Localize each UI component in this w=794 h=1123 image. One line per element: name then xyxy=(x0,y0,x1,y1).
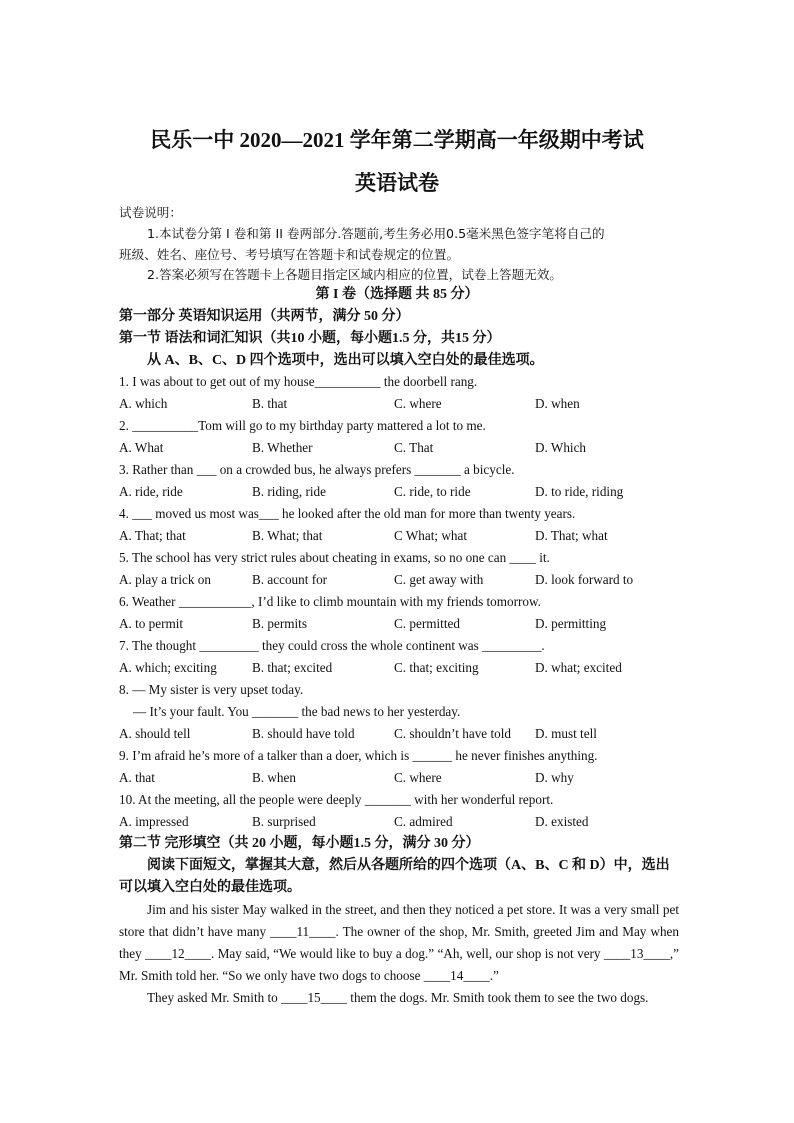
option-b: B. that; excited xyxy=(252,660,333,675)
volume-1-heading: 第 I 卷（选择题 共 85 分） xyxy=(315,287,479,302)
instruction-2: 2.答案必须写在答题卡上各题目指定区域内相应的位置，试卷上答题无效。 xyxy=(147,267,563,282)
instruction-1-line-2: 班级、姓名、座位号、考号填写在答题卡和试卷规定的位置。 xyxy=(119,247,460,262)
question-3-options xyxy=(119,484,679,502)
option-a: A. ride, ride xyxy=(119,484,183,499)
passage-paragraph-2: They asked Mr. Smith to ____15____ them the dogs. Mr. Smith took them to see the two dogs. xyxy=(147,990,649,1005)
option-b: B. riding, ride xyxy=(252,484,326,499)
section-2-directions-line-1: 阅读下面短文，掌握其大意，然后从各题所给的四个选项（A、B、C 和 D）中，选出 xyxy=(147,858,670,873)
option-a: A. should tell xyxy=(119,726,191,741)
section-1-directions: 从 A、B、C、D 四个选项中，选出可以填入空白处的最佳选项。 xyxy=(147,353,544,368)
option-c: C. that; exciting xyxy=(394,660,479,675)
option-c: C. shouldn’t have told xyxy=(394,726,511,741)
question-1-stem: 1. I was about to get out of my house__________ the doorbell rang. xyxy=(119,374,478,389)
option-a: A. What xyxy=(119,440,164,455)
question-6-stem: 6. Weather ___________, I’d like to climb mountain with my friends tomorrow. xyxy=(119,594,541,609)
option-b: B. that xyxy=(252,396,288,411)
option-d: D. why xyxy=(535,770,574,785)
option-a: A. impressed xyxy=(119,814,189,829)
option-d: D. existed xyxy=(535,814,589,829)
option-a: A. That; that xyxy=(119,528,186,543)
exam-title: 民乐一中 2020—2021 学年第二学期高一年级期中考试 xyxy=(150,128,644,152)
question-2-options xyxy=(119,440,679,458)
option-d: D. permitting xyxy=(535,616,607,631)
option-b: B. surprised xyxy=(252,814,316,829)
option-d: D. to ride, riding xyxy=(535,484,624,499)
question-10-stem: 10. At the meeting, all the people were deeply _______ with her wonderful report. xyxy=(119,792,554,807)
question-1-options xyxy=(119,396,679,414)
option-a: A. which xyxy=(119,396,168,411)
instruction-1-line-1: 1.本试卷分第 I 卷和第 II 卷两部分.答题前,考生务必用0.5毫米黑色签字笔将自己的 xyxy=(147,226,605,241)
exam-subtitle: 英语试卷 xyxy=(355,171,439,195)
option-a: A. which; exciting xyxy=(119,660,217,675)
question-7-options xyxy=(119,660,679,678)
question-8-stem: 8. — My sister is very upset today. xyxy=(119,682,304,697)
option-b: B. account for xyxy=(252,572,328,587)
question-5-stem: 5. The school has very strict rules about cheating in exams, so no one can ____ it. xyxy=(119,550,550,565)
section-1-heading: 第一节 语法和词汇知识（共10 小题，每小题1.5 分，共15 分） xyxy=(119,331,501,346)
option-b: B. What; that xyxy=(252,528,323,543)
option-d: D. look forward to xyxy=(535,572,634,587)
question-10-options xyxy=(119,814,679,832)
question-3-stem: 3. Rather than ___ on a crowded bus, he always prefers _______ a bicycle. xyxy=(119,462,515,477)
option-c: C. where xyxy=(394,396,442,411)
option-d: D. when xyxy=(535,396,580,411)
option-b: B. when xyxy=(252,770,296,785)
question-9-options xyxy=(119,770,679,788)
option-a: A. that xyxy=(119,770,155,785)
option-a: A. to permit xyxy=(119,616,184,631)
option-d: D. That; what xyxy=(535,528,608,543)
option-b: B. permits xyxy=(252,616,307,631)
question-7-stem: 7. The thought _________ they could cross the whole continent was _________. xyxy=(119,638,545,653)
option-c: C What; what xyxy=(394,528,468,543)
question-4-stem: 4. ___ moved us most was___ he looked after the old man for more than twenty years. xyxy=(119,506,576,521)
option-c: C. where xyxy=(394,770,442,785)
question-2-stem: 2. __________Tom will go to my birthday party mattered a lot to me. xyxy=(119,418,486,433)
question-6-options xyxy=(119,616,679,634)
option-c: C. That xyxy=(394,440,434,455)
passage-paragraph-1: Jim and his sister May walked in the street, and then they noticed a pet store. It was a very small pet store that didn’t have many ____11____. The owner of the shop, Mr. Smith, greeted Jim and May when they ____12____. May said, “We would like to buy a dog.” “Ah, well, our shop is not very ____13____,” Mr. Smith told her. “So we only have two dogs to choose ____14____.” xyxy=(119,902,679,983)
option-c: C. permitted xyxy=(394,616,460,631)
question-8-options xyxy=(119,726,679,744)
question-4-options xyxy=(119,528,679,546)
option-d: D. what; excited xyxy=(535,660,622,675)
question-5-options xyxy=(119,572,679,590)
section-2-heading: 第二节 完形填空（共 20 小题，每小题1.5 分，满分 30 分） xyxy=(119,836,480,851)
option-b: B. Whether xyxy=(252,440,313,455)
option-d: D. must tell xyxy=(535,726,597,741)
section-2-directions-line-2: 可以填入空白处的最佳选项。 xyxy=(119,880,301,895)
option-c: C. ride, to ride xyxy=(394,484,471,499)
instructions-label: 试卷说明： xyxy=(119,205,182,220)
option-b: B. should have told xyxy=(252,726,355,741)
question-9-stem: 9. I’m afraid he’s more of a talker than a doer, which is ______ he never finishes anything. xyxy=(119,748,598,763)
question-8-stem-reply: — It’s your fault. You _______ the bad news to her yesterday. xyxy=(133,704,461,719)
option-c: C. admired xyxy=(394,814,453,829)
option-d: D. Which xyxy=(535,440,587,455)
part-1-heading: 第一部分 英语知识运用（共两节，满分 50 分） xyxy=(119,309,410,324)
option-c: C. get away with xyxy=(394,572,484,587)
option-a: A. play a trick on xyxy=(119,572,211,587)
